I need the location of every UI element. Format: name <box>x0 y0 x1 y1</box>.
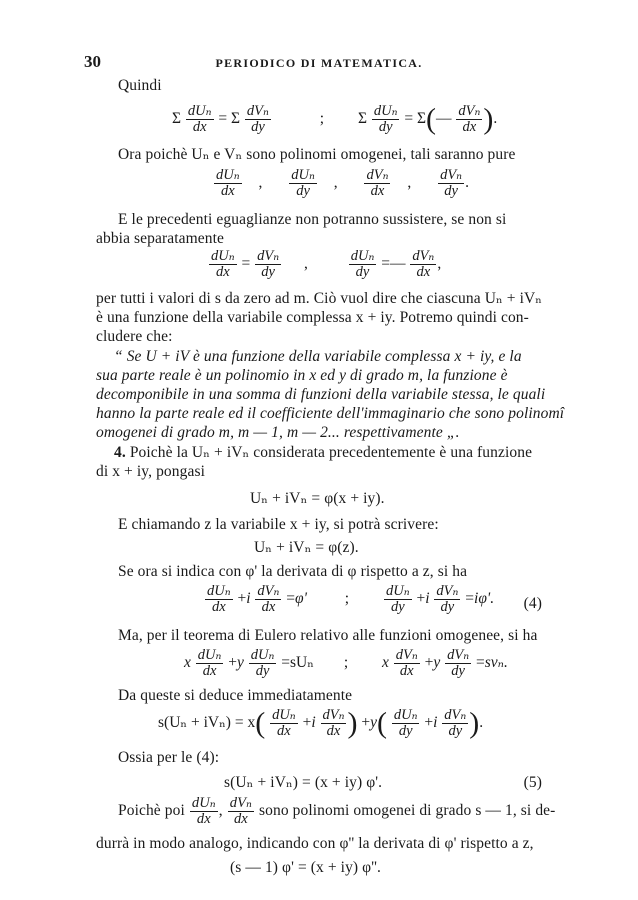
text-line: Ossia per le (4): <box>118 749 220 766</box>
equation-label: (5) <box>523 774 542 791</box>
text-line: Quindi <box>118 77 162 94</box>
text-line: Da queste si deduce immediatamente <box>118 687 353 704</box>
text-line: abbia separatamente <box>96 230 224 247</box>
equation-label: (4) <box>523 595 542 612</box>
quote-line: decomponibile in una somma di funzioni della variabile stessa, le quali <box>96 386 546 403</box>
quote-line: “ Se U + iV è una funzione della variabile complessa x + iy, e la <box>114 348 522 365</box>
equation-sum-derivatives: Σ dUₙ dx = Σ dVₙ dy ; Σ dUₙ dy = Σ(— dVₙ dx ). <box>172 102 498 136</box>
equation-derivative-list: dUₙ dx , dUₙ dy , dVₙ dx , dVₙ dy . <box>216 167 469 199</box>
text-line: di x + iy, pongasi <box>96 463 205 480</box>
equation-combined: s(Uₙ + iVₙ) = x( dUₙ dx +i dVₙ dx ) +y( dUₙ dy +i dVₙ dy ). <box>158 706 484 740</box>
text-line: è una funzione della variabile complessa x + iy. Potremo quindi con- <box>96 309 529 326</box>
equation-phi-z: Uₙ + iVₙ = φ(z). <box>254 539 359 556</box>
text-line: Ma, per il teorema di Eulero relativo alle funzioni omogenee, si ha <box>118 627 538 644</box>
text-line: cludere che: <box>96 328 173 345</box>
running-title: PERIODICO DI MATEMATICA. <box>215 56 423 70</box>
equation-phi: Uₙ + iVₙ = φ(x + iy). <box>250 490 385 507</box>
equation-euler: x dUₙ dx +y dUₙ dy =sUₙ ; x dVₙ dx +y dVₙ dy =svₙ. <box>184 647 508 679</box>
text-line: E le precedenti eguaglianze non potranno sussistere, se non si <box>118 211 507 228</box>
section-number: 4. <box>114 444 126 461</box>
page-number: 30 <box>84 52 101 71</box>
equation-cauchy-riemann: dUₙ dx = dVₙ dy , dUₙ dy =— dVₙ dx , <box>211 248 442 280</box>
text-line: durrà in modo analogo, indicando con φ'' la derivata di φ' rispetto a z, <box>96 835 534 852</box>
quote-line: omogenei di grado m, m — 1, m — 2... respettivamente „. <box>96 424 460 441</box>
text-line: Ora poichè Uₙ e Vₙ sono polinomi omogenei, tali saranno pure <box>118 146 516 163</box>
equation-5: s(Uₙ + iVₙ) = (x + iy) φ'. <box>224 774 383 791</box>
equation-6: (s — 1) φ' = (x + iy) φ''. <box>230 859 381 876</box>
section-paragraph: 4. Poichè la Uₙ + iVₙ considerata precedentemente è una funzione <box>114 444 533 461</box>
text-line: per tutti i valori di s da zero ad m. Ciò vuol dire che ciascuna Uₙ + iVₙ <box>96 290 543 307</box>
text-line: Se ora si indica con φ' la derivata di φ rispetto a z, si ha <box>118 563 468 580</box>
equation-4: dUₙ dx +i dVₙ dx =φ' ; dUₙ dy +i dVₙ dy =iφ'. <box>207 583 495 615</box>
quote-line: hanno la parte reale ed il coefficiente dell'immaginario che sono polinomî <box>96 405 565 422</box>
quote-line: sua parte reale è un polinomio in x ed y di grado m, la funzione è <box>96 367 508 384</box>
text-line-with-fractions: Poichè poi dUₙ dx , dVₙ dx sono polinomi omogenei di grado s — 1, si de- <box>118 795 556 827</box>
text-line: E chiamando z la variabile x + iy, si potrà scrivere: <box>118 516 439 533</box>
